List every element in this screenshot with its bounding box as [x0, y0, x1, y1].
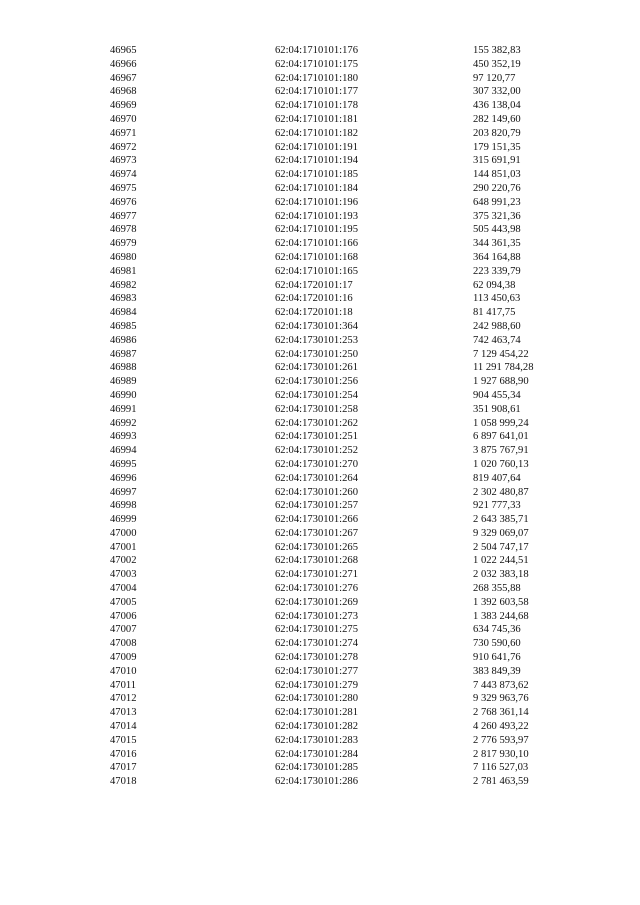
- cadastral-value: 290 220,76: [473, 182, 521, 194]
- cadastral-value: 315 691,91: [473, 155, 521, 167]
- cadastral-value: 7 443 873,62: [473, 679, 529, 691]
- cadastral-number: 62:04:1730101:251: [275, 431, 358, 443]
- table-row: [0, 499, 640, 513]
- table-row: [0, 182, 640, 196]
- table-row: [0, 748, 640, 762]
- cadastral-value: 2 643 385,71: [473, 514, 529, 526]
- row-number: 46996: [110, 472, 137, 484]
- table-row: [0, 223, 640, 237]
- table-row: [0, 541, 640, 555]
- row-number: 46969: [110, 100, 137, 112]
- cadastral-value: 113 450,63: [473, 293, 521, 305]
- cadastral-number: 62:04:1730101:364: [275, 320, 358, 332]
- row-number: 46984: [110, 307, 137, 319]
- table-row: [0, 44, 640, 58]
- cadastral-value: 1 058 999,24: [473, 417, 529, 429]
- table-row: [0, 554, 640, 568]
- row-number: 47004: [110, 583, 137, 595]
- table-row: [0, 154, 640, 168]
- cadastral-number: 62:04:1730101:274: [275, 638, 358, 650]
- row-number: 46974: [110, 169, 137, 181]
- cadastral-number: 62:04:1710101:196: [275, 196, 358, 208]
- row-number: 46968: [110, 86, 137, 98]
- cadastral-number: 62:04:1710101:193: [275, 210, 358, 222]
- table-row: [0, 361, 640, 375]
- row-number: 46985: [110, 320, 137, 332]
- cadastral-number: 62:04:1730101:280: [275, 693, 358, 705]
- cadastral-number: 62:04:1730101:254: [275, 389, 358, 401]
- cadastral-number: 62:04:1710101:182: [275, 127, 358, 139]
- cadastral-value-table: [0, 44, 640, 789]
- row-number: 46965: [110, 45, 137, 56]
- table-row: [0, 320, 640, 334]
- cadastral-number: 62:04:1710101:184: [275, 182, 358, 194]
- cadastral-value: 904 455,34: [473, 389, 521, 401]
- cadastral-number: 62:04:1730101:264: [275, 472, 358, 484]
- cadastral-number: 62:04:1730101:273: [275, 610, 358, 622]
- table-row: [0, 513, 640, 527]
- table-row: [0, 58, 640, 72]
- row-number: 46989: [110, 376, 137, 388]
- cadastral-number: 62:04:1710101:178: [275, 100, 358, 112]
- table-row: [0, 334, 640, 348]
- table-row: [0, 141, 640, 155]
- cadastral-number: 62:04:1730101:284: [275, 748, 358, 760]
- row-number: 47018: [110, 776, 137, 788]
- table-row: [0, 113, 640, 127]
- cadastral-number: 62:04:1710101:195: [275, 224, 358, 236]
- cadastral-number: 62:04:1730101:286: [275, 776, 358, 788]
- row-number: 46980: [110, 251, 137, 263]
- cadastral-number: 62:04:1730101:276: [275, 583, 358, 595]
- cadastral-value: 819 407,64: [473, 472, 521, 484]
- cadastral-number: 62:04:1710101:194: [275, 155, 358, 167]
- cadastral-number: 62:04:1730101:281: [275, 707, 358, 719]
- row-number: 47000: [110, 527, 137, 539]
- cadastral-value: 203 820,79: [473, 127, 521, 139]
- cadastral-value: 2 776 593,97: [473, 734, 529, 746]
- cadastral-value: 268 355,88: [473, 583, 521, 595]
- cadastral-value: 7 129 454,22: [473, 348, 529, 360]
- row-number: 46997: [110, 486, 137, 498]
- cadastral-number: 62:04:1710101:175: [275, 58, 358, 70]
- cadastral-number: 62:04:1730101:269: [275, 596, 358, 608]
- cadastral-value: 375 321,36: [473, 210, 521, 222]
- cadastral-number: 62:04:1730101:250: [275, 348, 358, 360]
- row-number: 46998: [110, 500, 137, 512]
- cadastral-value: 282 149,60: [473, 113, 521, 125]
- row-number: 47016: [110, 748, 137, 760]
- cadastral-value: 242 988,60: [473, 320, 521, 332]
- cadastral-value: 144 851,03: [473, 169, 521, 181]
- cadastral-number: 62:04:1730101:275: [275, 624, 358, 636]
- row-number: 46994: [110, 445, 137, 457]
- cadastral-value: 364 164,88: [473, 251, 521, 263]
- table-row: [0, 417, 640, 431]
- cadastral-number: 62:04:1730101:285: [275, 762, 358, 774]
- cadastral-number: 62:04:1730101:266: [275, 514, 358, 526]
- table-row: [0, 251, 640, 265]
- table-row: [0, 168, 640, 182]
- table-row: [0, 72, 640, 86]
- cadastral-value: 7 116 527,03: [473, 762, 529, 774]
- cadastral-number: 62:04:1730101:260: [275, 486, 358, 498]
- table-row: [0, 196, 640, 210]
- cadastral-value: 1 392 603,58: [473, 596, 529, 608]
- table-row: [0, 486, 640, 500]
- table-row: [0, 458, 640, 472]
- row-number: 46982: [110, 279, 137, 291]
- table-row: [0, 623, 640, 637]
- cadastral-number: 62:04:1720101:16: [275, 293, 353, 305]
- table-row: [0, 610, 640, 624]
- row-number: 46967: [110, 72, 137, 84]
- table-row: [0, 651, 640, 665]
- row-number: 46966: [110, 58, 137, 70]
- cadastral-value: 450 352,19: [473, 58, 521, 70]
- row-number: 46991: [110, 403, 137, 415]
- cadastral-number: 62:04:1730101:265: [275, 541, 358, 553]
- row-number: 47005: [110, 596, 137, 608]
- cadastral-value: 648 991,23: [473, 196, 521, 208]
- table-row: [0, 444, 640, 458]
- cadastral-value: 9 329 963,76: [473, 693, 529, 705]
- table-row: [0, 679, 640, 693]
- cadastral-value: 223 339,79: [473, 265, 521, 277]
- table-row: [0, 403, 640, 417]
- cadastral-value: 1 383 244,68: [473, 610, 529, 622]
- cadastral-value: 742 463,74: [473, 334, 521, 346]
- row-number: 46992: [110, 417, 137, 429]
- table-row: [0, 692, 640, 706]
- row-number: 46990: [110, 389, 137, 401]
- row-number: 46972: [110, 141, 137, 153]
- cadastral-number: 62:04:1710101:180: [275, 72, 358, 84]
- table-row: [0, 85, 640, 99]
- cadastral-value: 634 745,36: [473, 624, 521, 636]
- row-number: 47003: [110, 569, 137, 581]
- cadastral-number: 62:04:1720101:18: [275, 307, 353, 319]
- table-row: [0, 472, 640, 486]
- row-number: 46993: [110, 431, 137, 443]
- table-row: [0, 127, 640, 141]
- cadastral-number: 62:04:1730101:268: [275, 555, 358, 567]
- table-row: [0, 348, 640, 362]
- cadastral-value: 179 151,35: [473, 141, 521, 153]
- cadastral-number: 62:04:1710101:166: [275, 238, 358, 250]
- row-number: 46981: [110, 265, 137, 277]
- cadastral-value: 436 138,04: [473, 100, 521, 112]
- cadastral-number: 62:04:1720101:17: [275, 279, 353, 291]
- cadastral-number: 62:04:1730101:282: [275, 721, 358, 733]
- cadastral-value: 2 817 930,10: [473, 748, 529, 760]
- cadastral-number: 62:04:1730101:271: [275, 569, 358, 581]
- table-row: [0, 292, 640, 306]
- cadastral-value: 730 590,60: [473, 638, 521, 650]
- table-row: [0, 582, 640, 596]
- table-row: [0, 430, 640, 444]
- cadastral-value: 1 927 688,90: [473, 376, 529, 388]
- cadastral-number: 62:04:1710101:185: [275, 169, 358, 181]
- cadastral-value: 505 443,98: [473, 224, 521, 236]
- cadastral-number: 62:04:1730101:252: [275, 445, 358, 457]
- row-number: 46978: [110, 224, 137, 236]
- row-number: 46971: [110, 127, 137, 139]
- cadastral-value: 4 260 493,22: [473, 721, 529, 733]
- cadastral-number: 62:04:1710101:176: [275, 45, 358, 56]
- row-number: 46973: [110, 155, 137, 167]
- cadastral-value: 3 875 767,91: [473, 445, 529, 457]
- row-number: 47013: [110, 707, 137, 719]
- cadastral-number: 62:04:1730101:256: [275, 376, 358, 388]
- table-row: [0, 375, 640, 389]
- table-row: [0, 568, 640, 582]
- table-row: [0, 210, 640, 224]
- table-row: [0, 637, 640, 651]
- row-number: 47015: [110, 734, 137, 746]
- cadastral-value: 2 302 480,87: [473, 486, 529, 498]
- row-number: 47007: [110, 624, 137, 636]
- cadastral-number: 62:04:1730101:283: [275, 734, 358, 746]
- cadastral-number: 62:04:1730101:278: [275, 652, 358, 664]
- cadastral-value: 81 417,75: [473, 307, 516, 319]
- table-row: [0, 265, 640, 279]
- cadastral-value: 307 332,00: [473, 86, 521, 98]
- row-number: 46995: [110, 458, 137, 470]
- cadastral-value: 62 094,38: [473, 279, 516, 291]
- cadastral-value: 155 382,83: [473, 45, 521, 56]
- cadastral-number: 62:04:1730101:261: [275, 362, 358, 374]
- table-row: [0, 237, 640, 251]
- table-row: [0, 389, 640, 403]
- row-number: 46988: [110, 362, 137, 374]
- row-number: 46983: [110, 293, 137, 305]
- row-number: 47001: [110, 541, 137, 553]
- row-number: 46977: [110, 210, 137, 222]
- row-number: 46986: [110, 334, 137, 346]
- row-number: 46976: [110, 196, 137, 208]
- row-number: 47017: [110, 762, 137, 774]
- row-number: 47014: [110, 721, 137, 733]
- row-number: 47012: [110, 693, 137, 705]
- cadastral-value: 921 777,33: [473, 500, 521, 512]
- table-row: [0, 706, 640, 720]
- cadastral-value: 9 329 069,07: [473, 527, 529, 539]
- cadastral-value: 344 361,35: [473, 238, 521, 250]
- table-row: [0, 306, 640, 320]
- cadastral-number: 62:04:1730101:257: [275, 500, 358, 512]
- cadastral-number: 62:04:1710101:181: [275, 113, 358, 125]
- cadastral-value: 97 120,77: [473, 72, 516, 84]
- cadastral-value: 910 641,76: [473, 652, 521, 664]
- cadastral-value: 1 022 244,51: [473, 555, 529, 567]
- cadastral-value: 1 020 760,13: [473, 458, 529, 470]
- cadastral-number: 62:04:1710101:177: [275, 86, 358, 98]
- table-row: [0, 279, 640, 293]
- cadastral-value: 351 908,61: [473, 403, 521, 415]
- row-number: 46979: [110, 238, 137, 250]
- row-number: 46987: [110, 348, 137, 360]
- row-number: 47010: [110, 665, 137, 677]
- cadastral-number: 62:04:1730101:253: [275, 334, 358, 346]
- table-row: [0, 596, 640, 610]
- row-number: 47008: [110, 638, 137, 650]
- cadastral-number: 62:04:1730101:277: [275, 665, 358, 677]
- cadastral-number: 62:04:1730101:267: [275, 527, 358, 539]
- cadastral-value: 2 032 383,18: [473, 569, 529, 581]
- row-number: 46975: [110, 182, 137, 194]
- cadastral-value: 2 781 463,59: [473, 776, 529, 788]
- row-number: 47002: [110, 555, 137, 567]
- table-row: [0, 99, 640, 113]
- cadastral-value: 2 768 361,14: [473, 707, 529, 719]
- cadastral-value: 11 291 784,28: [473, 362, 534, 374]
- table-row: [0, 775, 640, 789]
- row-number: 46970: [110, 113, 137, 125]
- table-row: [0, 734, 640, 748]
- row-number: 47011: [110, 679, 137, 691]
- cadastral-number: 62:04:1730101:262: [275, 417, 358, 429]
- table-row: [0, 761, 640, 775]
- table-row: [0, 720, 640, 734]
- cadastral-number: 62:04:1710101:191: [275, 141, 358, 153]
- cadastral-value: 383 849,39: [473, 665, 521, 677]
- cadastral-value: 2 504 747,17: [473, 541, 529, 553]
- table-row: [0, 665, 640, 679]
- cadastral-number: 62:04:1710101:168: [275, 251, 358, 263]
- row-number: 47006: [110, 610, 137, 622]
- cadastral-number: 62:04:1710101:165: [275, 265, 358, 277]
- table-row: [0, 527, 640, 541]
- row-number: 47009: [110, 652, 137, 664]
- row-number: 46999: [110, 514, 137, 526]
- cadastral-number: 62:04:1730101:279: [275, 679, 358, 691]
- cadastral-number: 62:04:1730101:258: [275, 403, 358, 415]
- cadastral-value: 6 897 641,01: [473, 431, 529, 443]
- cadastral-number: 62:04:1730101:270: [275, 458, 358, 470]
